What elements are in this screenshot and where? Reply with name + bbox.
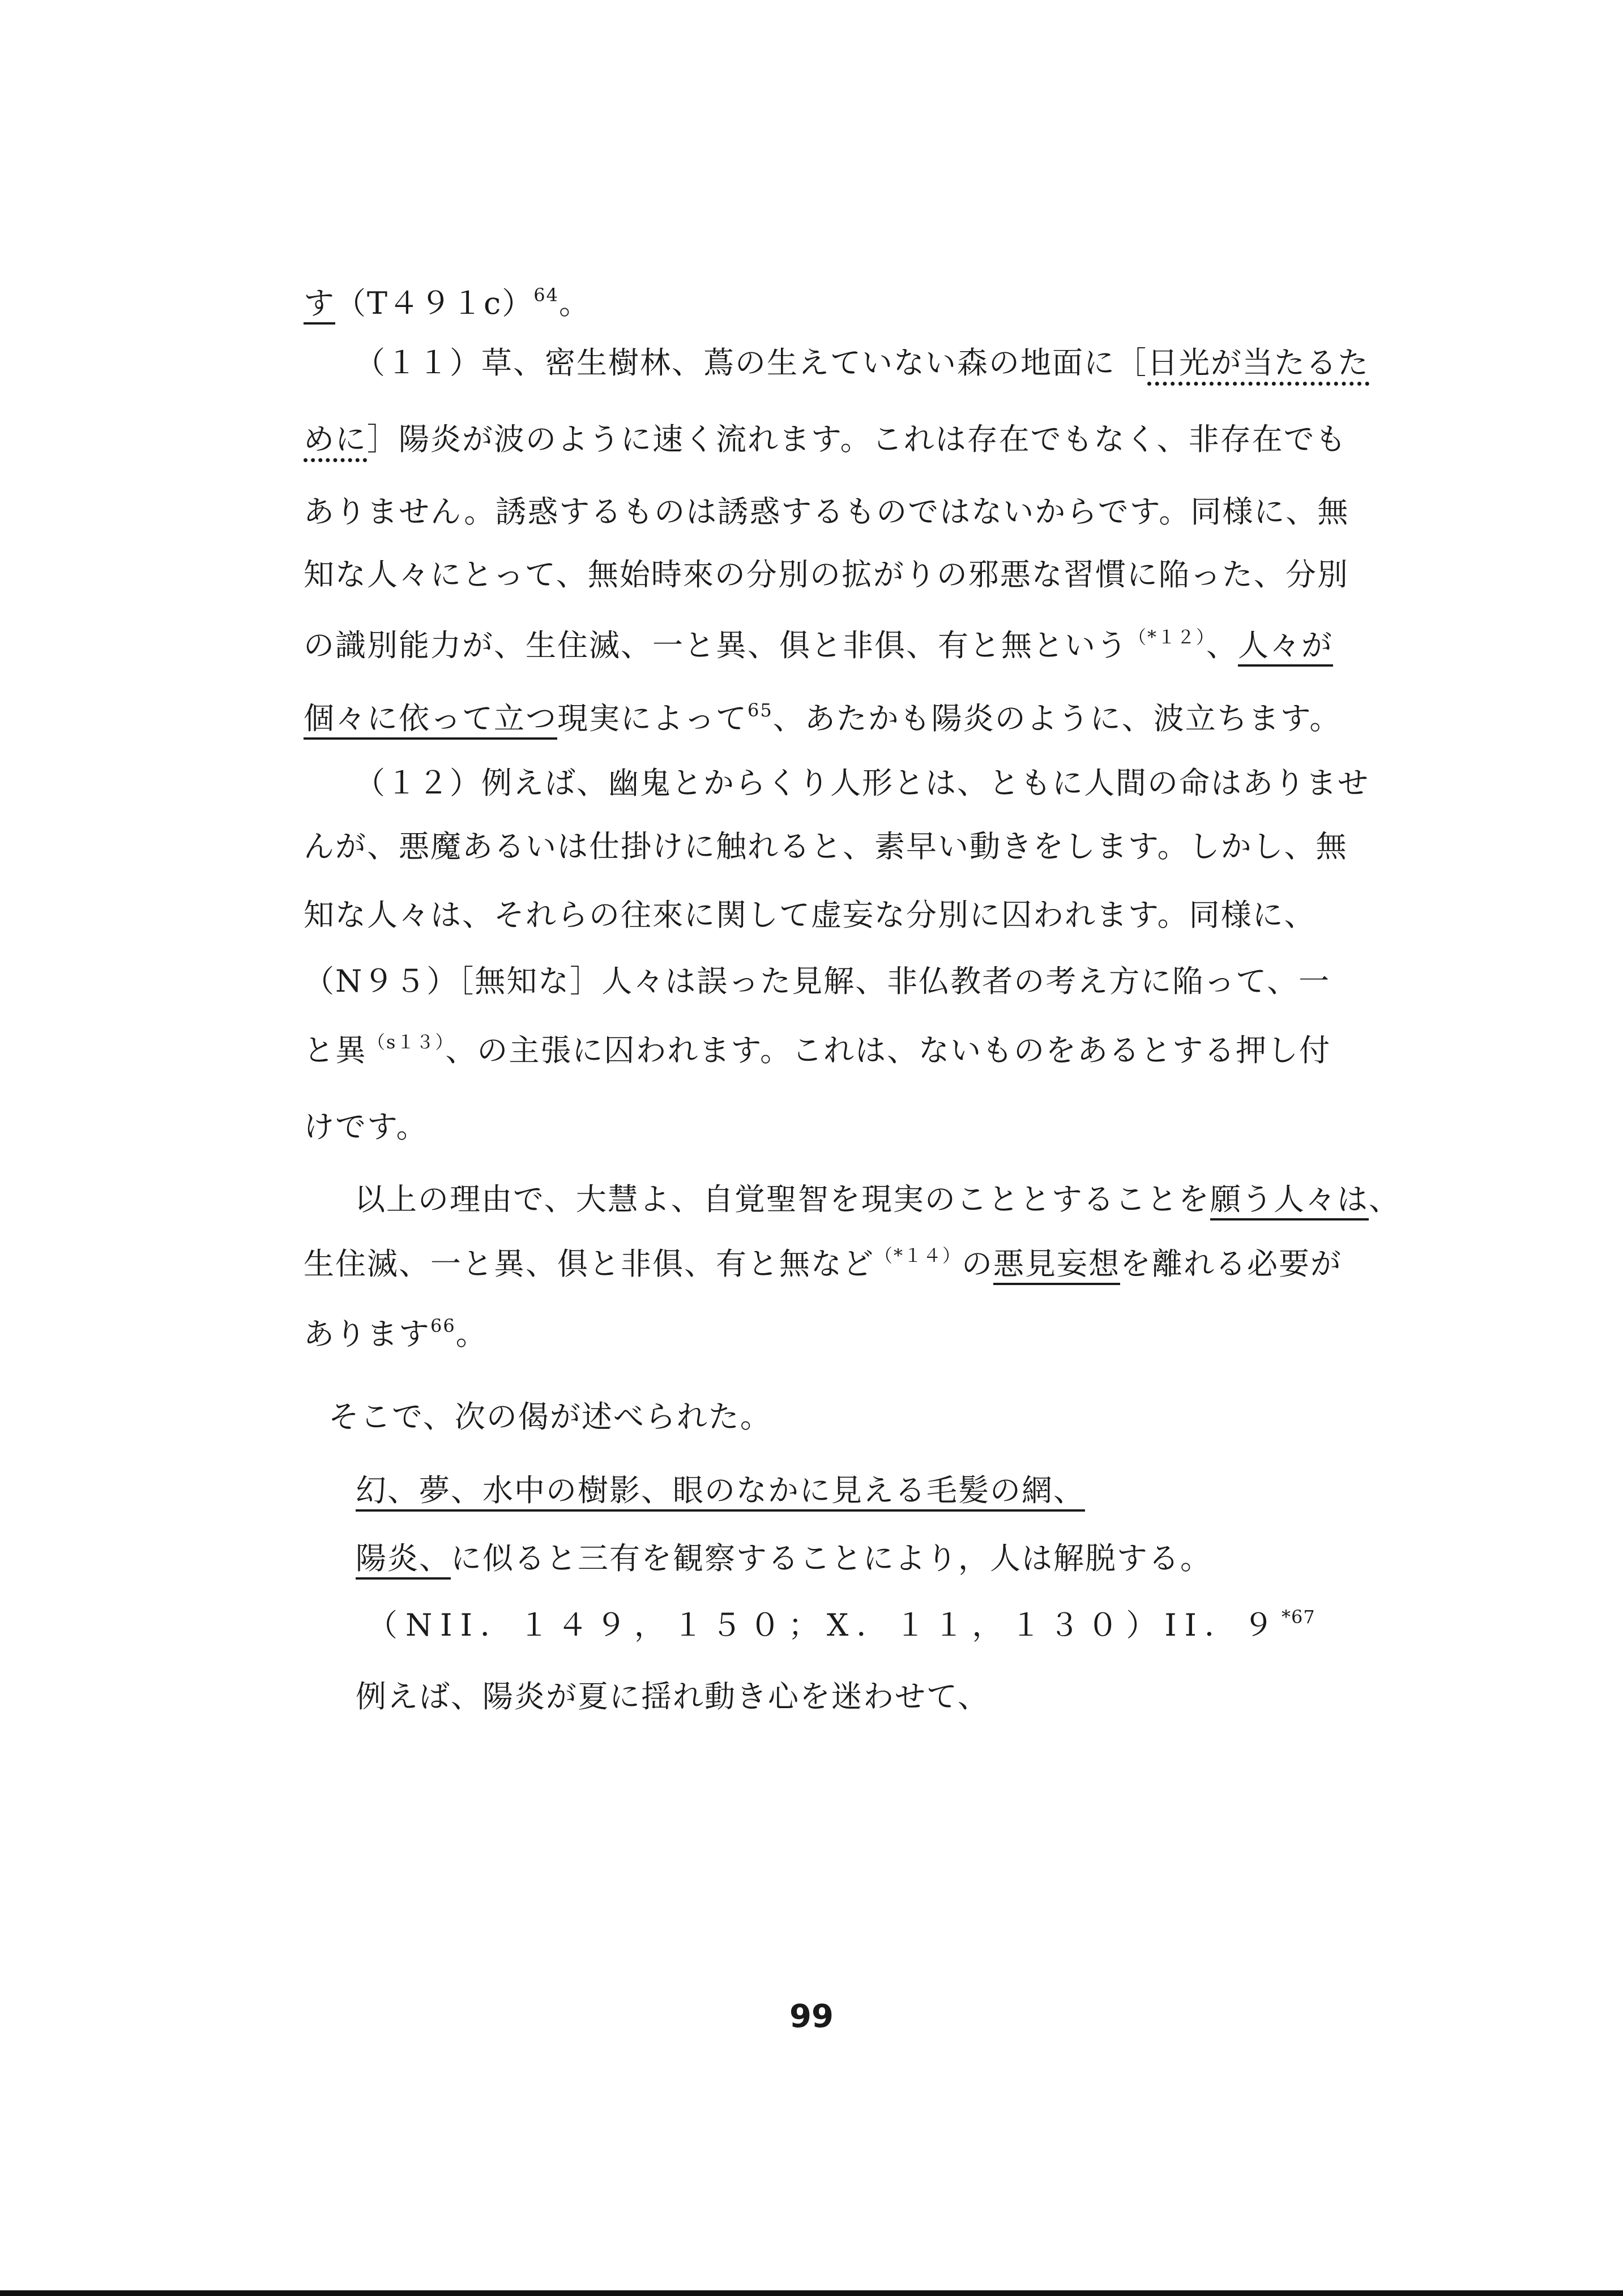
annotation-ref: （*１４） — [874, 1245, 962, 1266]
footnote-ref: 64 — [533, 284, 559, 306]
text-line-14: 以上の理由で、大慧よ、自覚聖智を現実のこととすることを願う人々は、 — [355, 1177, 1400, 1222]
text-line-3: めに］陽炎が波のように速く流れます。これは存在でもなく、非存在でも — [304, 417, 1347, 462]
verse-line-1 — [356, 1468, 1085, 1513]
text-line-9: んが、悪魔あるいは仕掛けに触れると、素早い動きをします。しかし、無 — [304, 829, 1348, 864]
text-line-11: （N９５）［無知な］人々は誤った見解、非仏教者の考え方に陥って、一 — [304, 963, 1331, 999]
text-line-1: す$(T491c)^{64}$。 — [304, 281, 591, 326]
text-line-5: 知な人々にとって、無始時來の分別の拡がりの邪悪な習慣に陥った、分別 — [304, 557, 1349, 592]
footnote-ref: *67 — [1282, 1606, 1316, 1628]
text-line-10: 知な人々は、それらの往來に関して虚妄な分別に囚われます。同様に、 — [304, 897, 1316, 933]
footnote-ref: 66 — [430, 1315, 456, 1337]
page-number: 99 — [789, 1998, 834, 2035]
text-line-2: （１１）草、密生樹林、蔦の生えていない森の地面に［日光が当たるた — [355, 340, 1369, 386]
annotation-ref: （*１２） — [1128, 626, 1207, 648]
underlined-text: 陽炎、 — [356, 1540, 451, 1580]
text-line-17: そこで、次の偈が述べられた。 — [328, 1399, 772, 1435]
text-line-4: ありません。誘惑するものは誘惑するものではないからです。同様に、無 — [304, 494, 1349, 530]
text-line-6: の識別能力が、生住滅、一と異、俱と非俱、有と無という$^{(*12)}$、人々が — [304, 623, 1333, 668]
text-line-7: 個々に依って立つ現実によって$^{65}$、あたかも陽炎のように、波立ちます。 — [304, 696, 1341, 741]
text-line-21: 例えば、陽炎が夏に揺れ動き心を迷わせて、 — [356, 1679, 989, 1714]
text-line-15: 生住滅、一と異、俱と非俱、有と無など$^{(*14)}$の悪見妄想を離れる必要が — [304, 1241, 1342, 1287]
dotted-underline-text: 日光が当たるた — [1147, 345, 1369, 386]
text-line-12: と異$^{(s13)}$、の主張に囚われます。これは、ないものをあるとする押し付 — [304, 1031, 1331, 1068]
underlined-text: 幻、夢、水中の樹影、眼のなかに見える毛髪の網、 — [356, 1473, 1085, 1512]
verse-citation: （NII．１４９，１５０；X．１１，１３０）II．９$^{*67}$ — [367, 1606, 1316, 1643]
footnote-ref: 65 — [748, 699, 773, 721]
text-line-13: けです。 — [304, 1109, 428, 1145]
underlined-text: す — [304, 285, 335, 325]
page-bottom-edge — [0, 2290, 1623, 2296]
underlined-text: 願う人々は — [1210, 1181, 1369, 1220]
underlined-text: 人々が — [1238, 628, 1333, 667]
text-line-8: （１２）例えば、幽鬼とからくり人形とは、ともに人間の命はありませ — [355, 765, 1369, 801]
dotted-underline-text: めに — [304, 421, 367, 462]
underlined-text: 個々に依って立つ — [304, 701, 557, 740]
annotation-ref: （s１３） — [367, 1031, 446, 1053]
verse-line-2: 陽炎、に似ると三有を観察することにより，人は解脱する。 — [356, 1536, 1212, 1581]
underlined-text: 悪見妄想 — [993, 1246, 1120, 1285]
text-line-16: あります$^{66}$。 — [304, 1315, 488, 1352]
